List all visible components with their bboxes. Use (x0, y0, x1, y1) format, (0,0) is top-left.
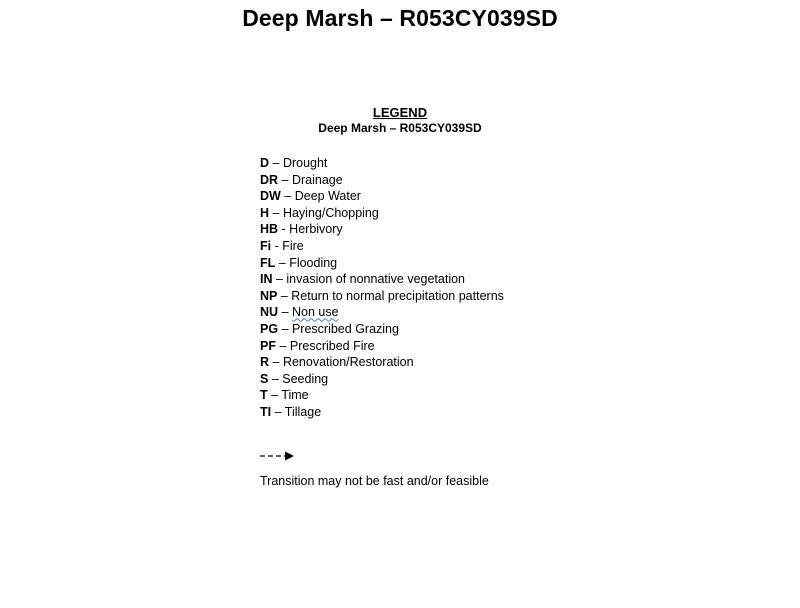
legend-item-in (260, 271, 504, 288)
legend-separator: - (271, 238, 283, 253)
legend-item-nu (260, 304, 504, 321)
legend-separator: – (275, 255, 290, 270)
legend-code: NP (260, 288, 278, 303)
legend-separator: – (269, 156, 283, 170)
legend-separator: – (267, 388, 282, 403)
legend-code: S (260, 371, 269, 386)
legend-item-s (260, 371, 504, 388)
legend-description: Drought (282, 156, 328, 170)
legend-separator: - (278, 222, 290, 237)
legend-code: D (260, 156, 270, 170)
transition-note: Transition may not be fast and/or feasible (260, 474, 489, 488)
legend-description: Flooding (289, 255, 338, 270)
legend-separator: – (275, 338, 290, 353)
legend-item-h (260, 205, 504, 222)
legend-separator: – (269, 355, 283, 370)
legend-code: FL (260, 255, 276, 270)
legend-item-fi (260, 238, 504, 255)
page-title: Deep Marsh – R053CY039SD (242, 5, 558, 31)
legend-code: DR (260, 172, 279, 187)
legend-description: Prescribed Fire (289, 338, 375, 353)
legend-separator: – (271, 404, 285, 419)
legend-description: Herbivory (289, 222, 343, 237)
legend-item-r (260, 354, 504, 371)
legend-code: TI (260, 404, 272, 419)
legend-code: NU (260, 305, 279, 320)
legend-separator: – (277, 288, 292, 303)
legend-description: Non use (291, 305, 339, 320)
legend-code: PF (260, 338, 276, 353)
legend-description: invasion of nonnative vegetation (286, 272, 466, 287)
legend-description: Renovation/Restoration (282, 355, 414, 370)
legend-description: Haying/Chopping (282, 205, 379, 220)
legend-code: R (260, 355, 270, 370)
legend-item-dw (260, 188, 504, 205)
legend-item-hb (260, 221, 504, 238)
legend-code: Fi (260, 238, 272, 253)
legend-description: Drainage (291, 172, 343, 187)
dashed-arrow-icon (260, 450, 296, 462)
legend-description: Prescribed Grazing (291, 321, 399, 336)
legend-description: Fire (282, 238, 304, 253)
legend-separator: – (269, 205, 283, 220)
legend-description: Seeding (282, 371, 329, 386)
legend-item-np (260, 288, 504, 305)
legend-code: IN (260, 272, 273, 287)
legend-separator: – (278, 172, 292, 187)
legend-separator: – (272, 272, 287, 287)
legend-code: T (260, 388, 268, 403)
legend-separator: – (278, 321, 292, 336)
legend-description: Deep Water (294, 189, 361, 204)
legend-description: Return to normal precipitation patterns (291, 288, 504, 303)
legend-item-d (260, 155, 504, 172)
legend-item-fl (260, 255, 504, 272)
legend-code: H (260, 205, 270, 220)
legend-description: Tillage (284, 404, 322, 419)
legend-separator: – (278, 305, 292, 320)
legend-item-pf (260, 338, 504, 355)
legend-item-ti (260, 404, 504, 421)
legend-item-pg (260, 321, 504, 338)
legend-separator: – (280, 189, 295, 204)
legend-subheading: Deep Marsh – R053CY039SD (318, 121, 482, 135)
legend-item-t (260, 387, 504, 404)
legend-code: HB (260, 222, 279, 237)
legend-separator: – (268, 371, 283, 386)
legend-description: Time (281, 388, 309, 403)
legend-list (260, 155, 504, 421)
legend-heading: LEGEND (372, 105, 428, 120)
legend-code: DW (260, 189, 281, 204)
legend-code: PG (260, 321, 279, 336)
legend-item-dr (260, 172, 504, 189)
